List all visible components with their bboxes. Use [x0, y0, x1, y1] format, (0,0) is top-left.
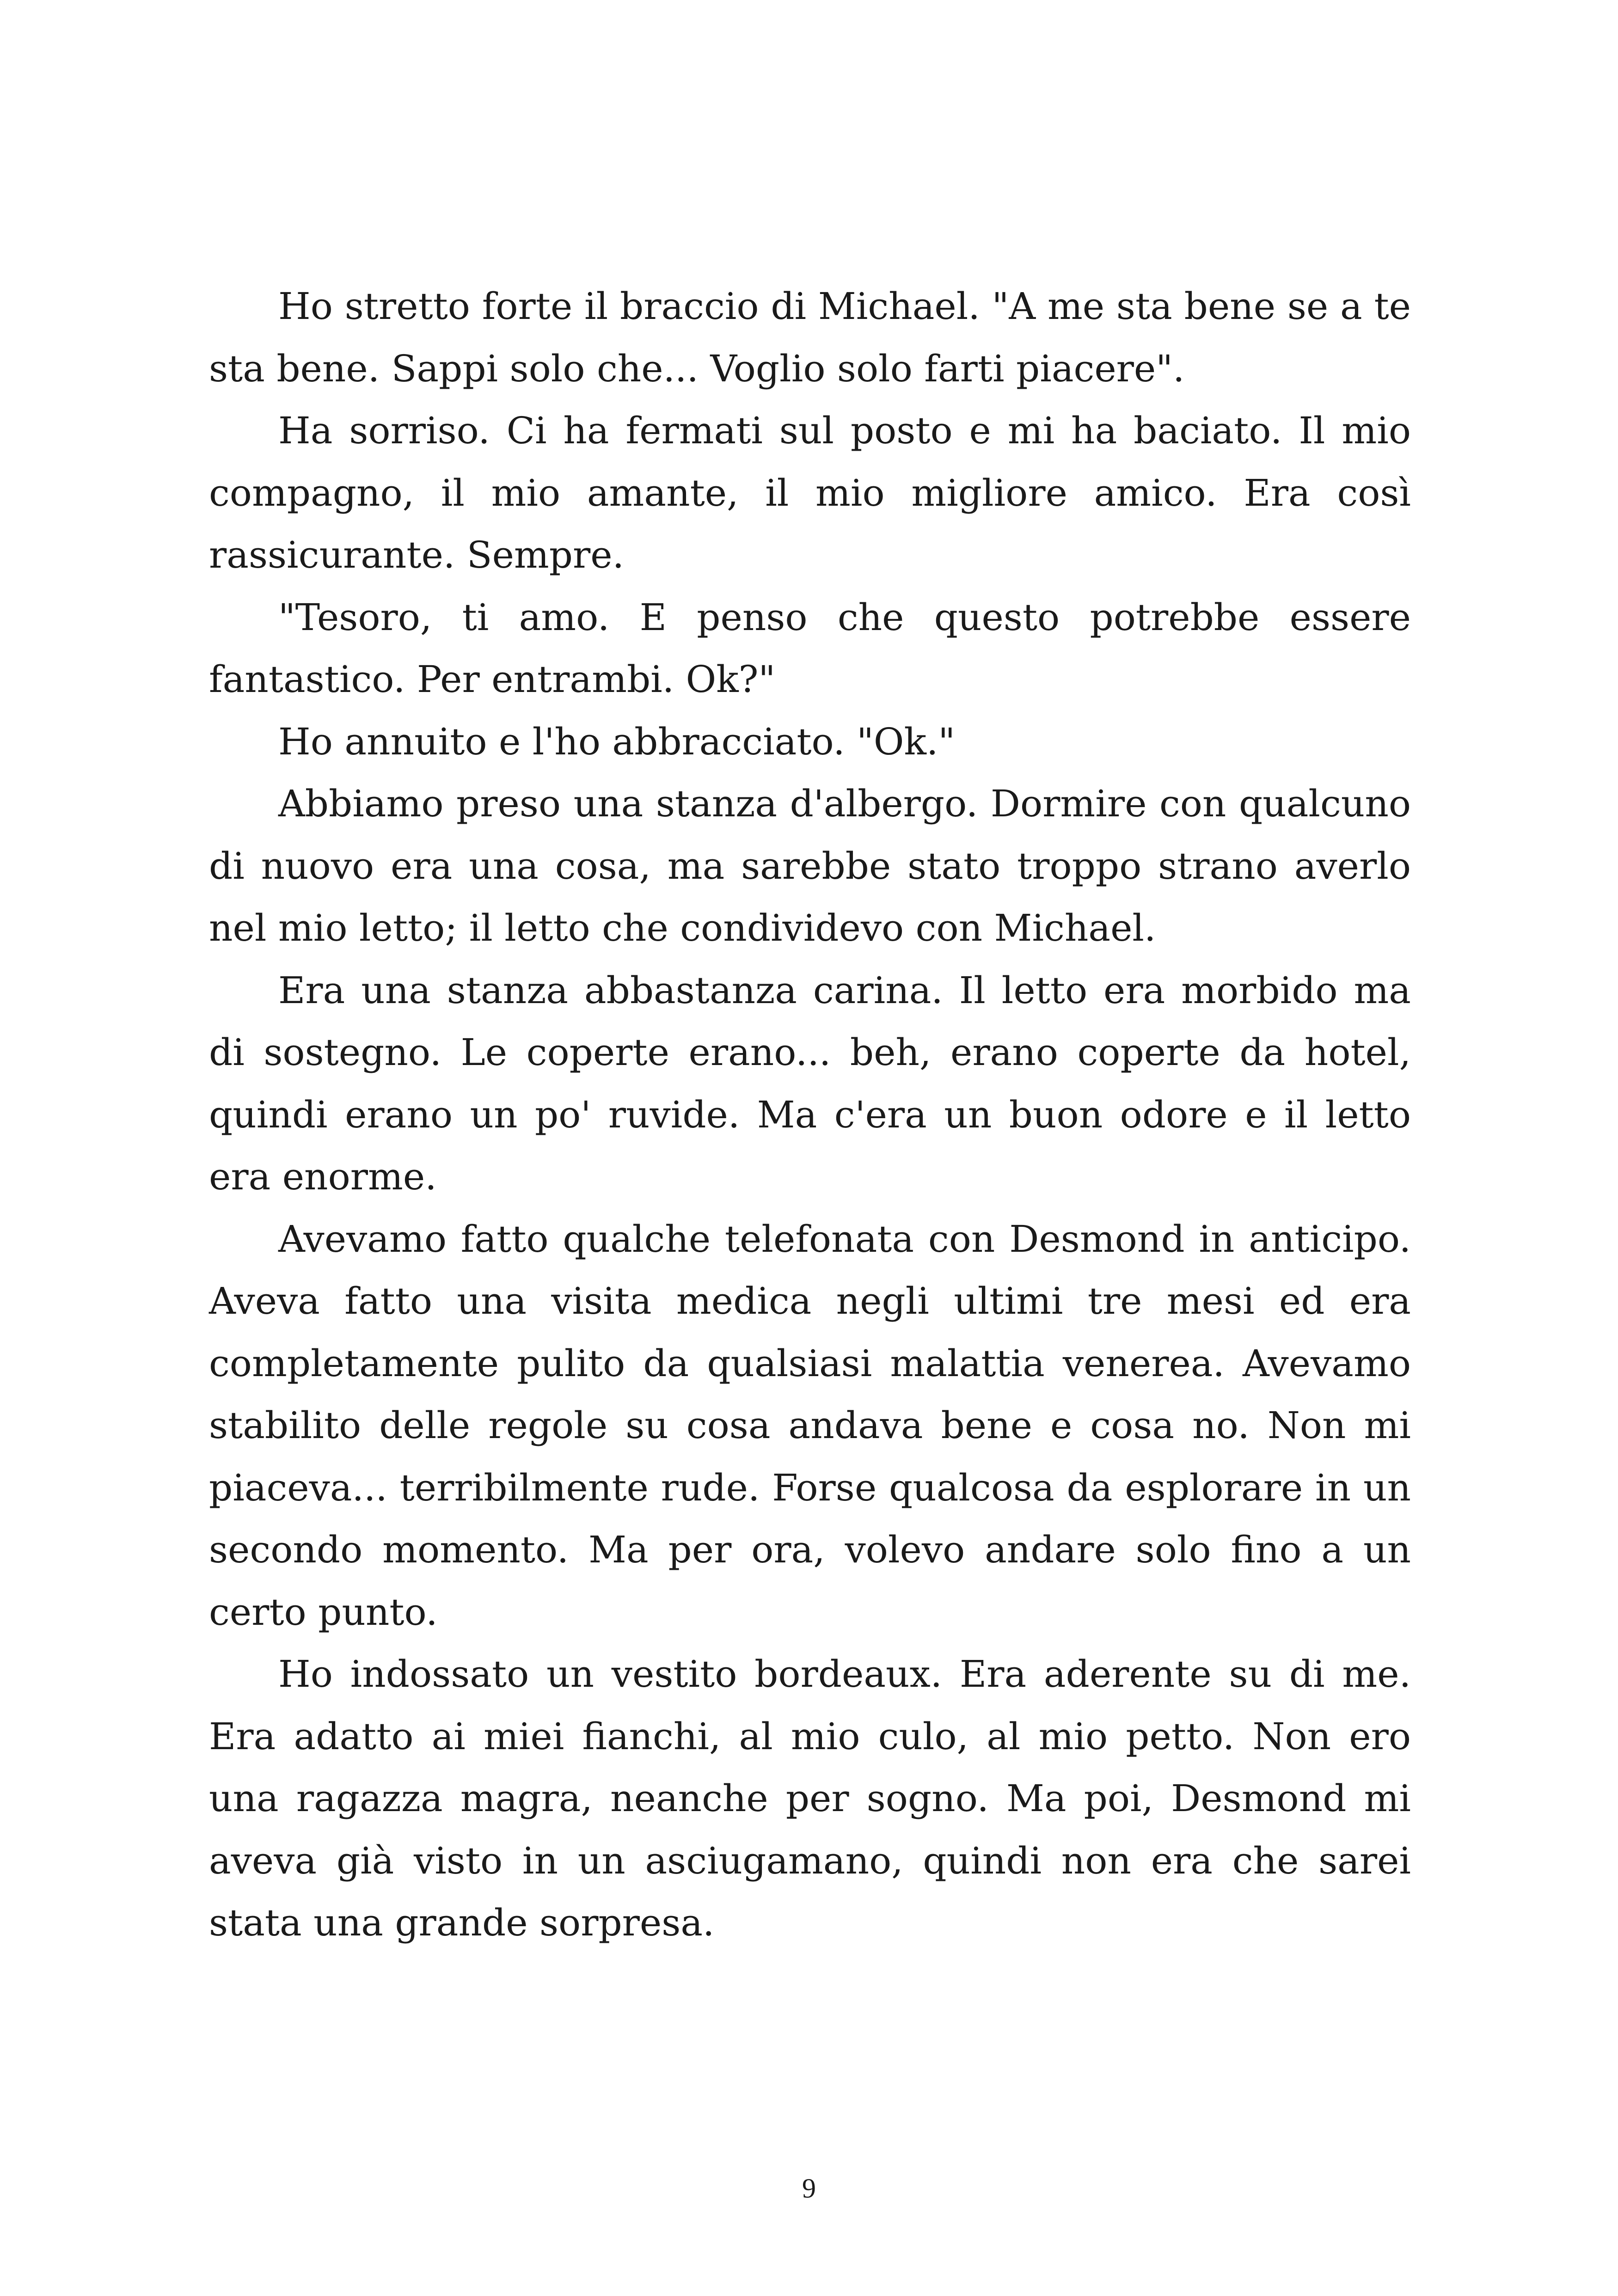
body-text: [209, 276, 1411, 1954]
paragraph: Ha sorriso. Ci ha fermati sul posto e mi ha baciato. Il mio compagno, il mio amante, il mio migliore amico. Era così rassicurante. Sempre.: [209, 409, 1411, 576]
paragraph: Ho stretto forte il braccio di Michael. "A me sta bene se a te sta bene. Sappi solo che... Voglio solo farti piacere".: [209, 285, 1411, 390]
paragraph: Avevamo fatto qualche telefonata con Desmond in anticipo. Aveva fatto una visita medica negli ultimi tre mesi ed era completamente pulito da qualsiasi malattia venerea. Avevamo stabilito delle regole su cosa andava bene e cosa no. Non mi piaceva... terribilmente rude. Forse qualcosa da esplorare in un secondo momento. Ma per ora, volevo andare solo fino a un certo punto.: [209, 1217, 1411, 1634]
paragraph: Ho annuito e l'ho abbracciato. "Ok.": [278, 720, 956, 763]
paragraph: "Tesoro, ti amo. E penso che questo potrebbe essere fantastico. Per entrambi. Ok?": [209, 595, 1411, 701]
paragraph: Ho indossato un vestito bordeaux. Era aderente su di me. Era adatto ai miei fianchi, al mio culo, al mio petto. Non ero una ragazza magra, neanche per sogno. Ma poi, Desmond mi aveva già visto in un asciugamano, quindi non era che sarei stata una grande sorpresa.: [209, 1653, 1411, 1944]
paragraph: Abbiamo preso una stanza d'albergo. Dormire con qualcuno di nuovo era una cosa, ma sarebbe stato troppo strano averlo nel mio letto; il letto che condividevo con Michael.: [209, 782, 1411, 949]
paragraph: Era una stanza abbastanza carina. Il letto era morbido ma di sostegno. Le coperte erano... beh, erano coperte da hotel, quindi erano un po' ruvide. Ma c'era un buon odore e il letto era enorme.: [209, 968, 1411, 1198]
page-number: 9: [802, 2173, 816, 2204]
